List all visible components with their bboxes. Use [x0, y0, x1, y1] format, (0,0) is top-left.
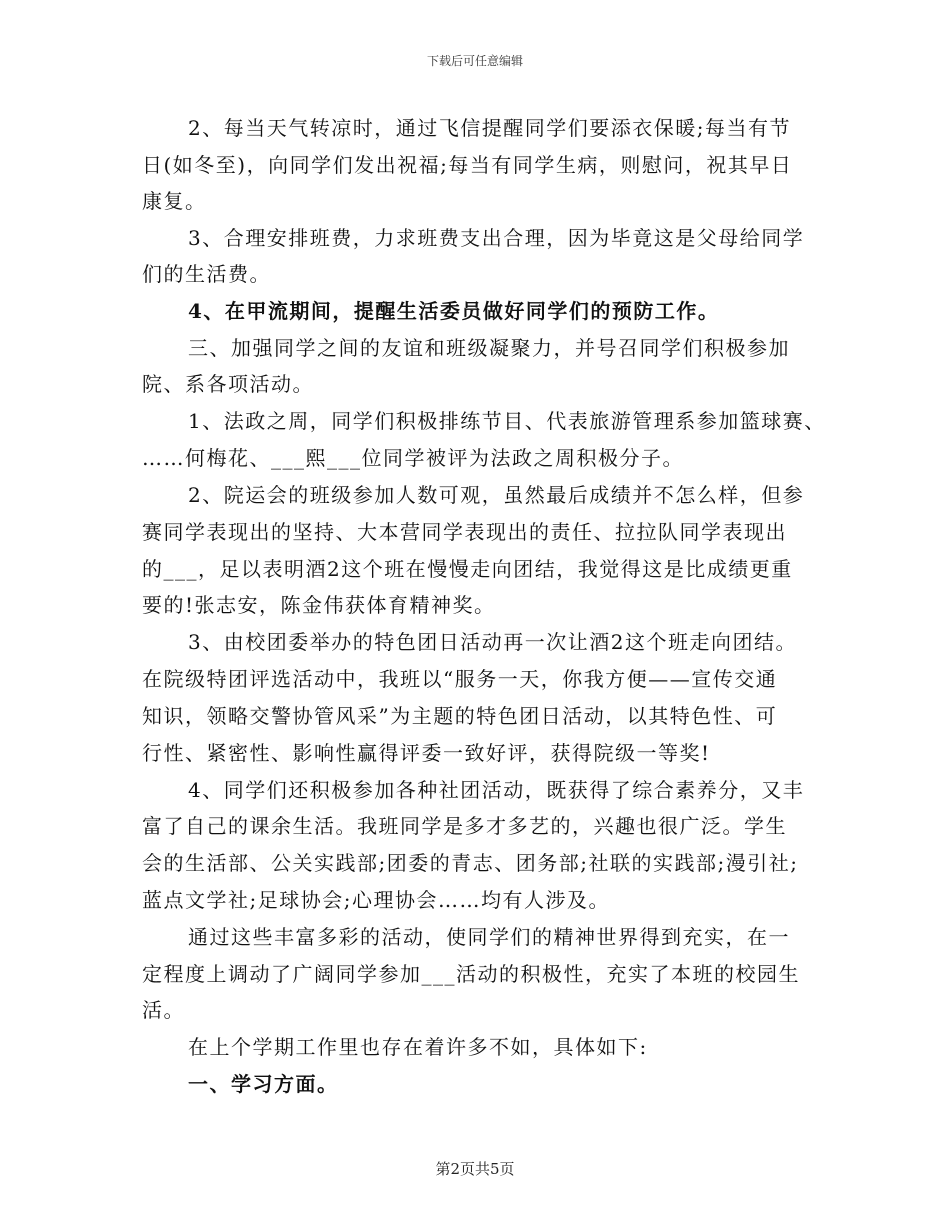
text-line: 1、法政之周，同学们积极排练节目、代表旅游管理系参加篮球赛、 [188, 409, 826, 433]
text-line: 三、加强同学之间的友谊和班级凝聚力，并号召同学们积极参加 [188, 336, 790, 360]
text-line: 康复。 [142, 189, 207, 213]
text-line: 在上个学期工作里也存在着许多不如，具体如下: [188, 1035, 648, 1059]
text-line: 们的生活费。 [142, 262, 271, 286]
text-line: 赛同学表现出的坚持、大本营同学表现出的责任、拉拉队同学表现出 [142, 520, 787, 544]
text-line: 定程度上调动了广阔同学参加___活动的积极性，充实了本班的校园生 [142, 962, 800, 986]
text-line-bold: 4、在甲流期间，提醒生活委员做好同学们的预防工作。 [188, 299, 720, 323]
page-header: 下载后可任意编辑 [426, 54, 523, 68]
text-line: 蓝点文学社;足球协会;心理协会……均有人涉及。 [142, 888, 610, 912]
text-line: 3、合理安排班费，力求班费支出合理，因为毕竟这是父母给同学 [188, 226, 805, 250]
text-line: 的___，足以表明酒2这个班在慢慢走向团结，我觉得这是比成绩更重 [142, 557, 793, 581]
text-line: 日(如冬至)，向同学们发出祝福;每当有同学生病，则慰问，祝其早日 [142, 153, 793, 177]
text-line: 会的生活部、公关实践部;团委的青志、团务部;社联的实践部;漫引社; [142, 851, 799, 875]
text-line: 院、系各项活动。 [142, 372, 314, 396]
section-heading: 一、学习方面。 [188, 1072, 339, 1096]
text-line: 2、院运会的班级参加人数可观，虽然最后成绩并不怎么样，但参 [188, 483, 805, 507]
text-line: 通过这些丰富多彩的活动，使同学们的精神世界得到充实，在一 [188, 925, 790, 949]
text-line: 2、每当天气转凉时，通过飞信提醒同学们要添衣保暖;每当有节 [188, 116, 791, 140]
text-line: 在院级特团评选活动中，我班以“服务一天，你我方便——宣传交通 [142, 667, 778, 691]
text-line: 知识，领略交警协管风采”为主题的特色团日活动，以其特色性、可 [142, 704, 778, 728]
text-line: 4、同学们还积极参加各种社团活动，既获得了综合素养分，又丰 [188, 778, 805, 802]
text-line: 3、由校团委举办的特色团日活动再一次让酒2这个班走向团结。 [188, 630, 797, 654]
text-line: 行性、紧密性、影响性赢得评委一致好评，获得院级一等奖! [142, 741, 711, 765]
page-footer: 第2页共5页 [435, 1160, 515, 1178]
text-line: 富了自己的课余生活。我班同学是多才多艺的，兴趣也很广泛。学生 [142, 814, 787, 838]
text-line: ……何梅花、___熙___位同学被评为法政之周积极分子。 [142, 446, 684, 470]
text-line: 活。 [142, 998, 185, 1022]
text-line: 要的!张志安，陈金伟获体育精神奖。 [142, 593, 496, 617]
